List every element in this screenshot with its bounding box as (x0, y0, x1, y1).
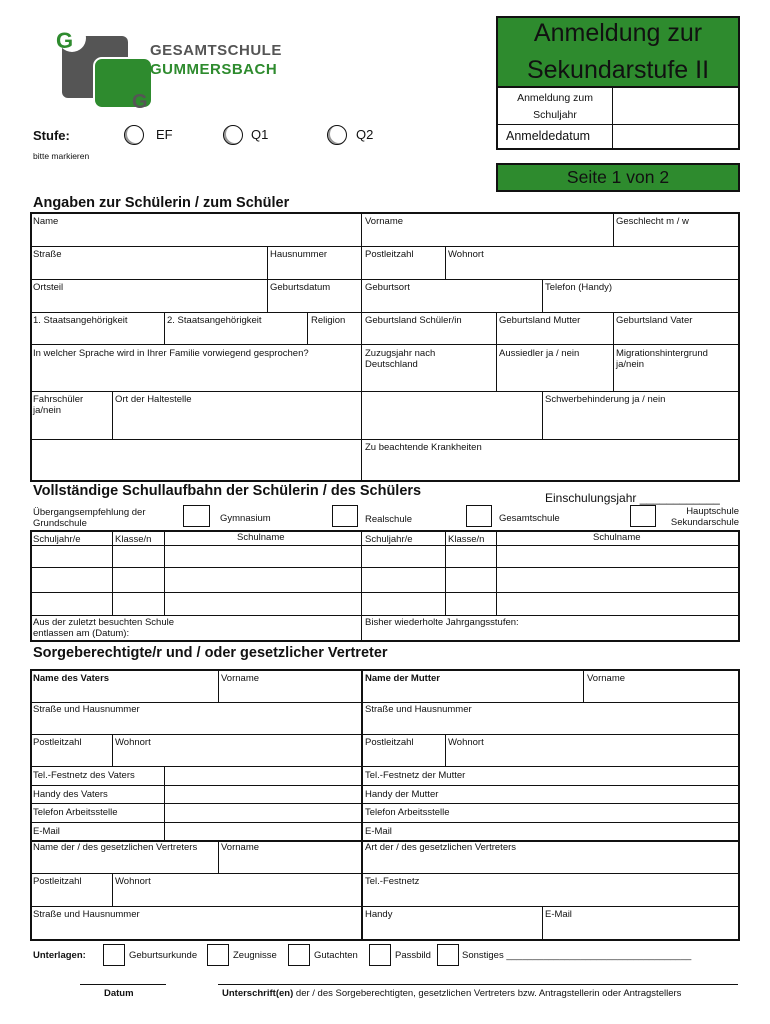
father-street-field[interactable]: Straße und Hausnummer (33, 704, 140, 715)
student-first-name-field[interactable]: Vorname (365, 216, 404, 227)
gesamtschule-checkbox[interactable] (466, 505, 492, 527)
birth-certificate-label: Geburtsurkunde (129, 950, 198, 961)
student-nationality2-field[interactable]: 2. Staatsangehörigkeit (167, 315, 262, 326)
father-birth-country-field[interactable]: Geburtsland Vater (616, 315, 693, 326)
repeated-grades-field[interactable]: Bisher wiederholte Jahrgangsstufen: (365, 617, 519, 628)
svg-text:G: G (56, 28, 74, 53)
resettler-field[interactable]: Aussiedler ja / nein (499, 348, 580, 359)
stage-q1-radio[interactable] (223, 125, 243, 145)
student-birth-date-field[interactable]: Geburtsdatum (270, 282, 331, 293)
mother-birth-country-field[interactable]: Geburtsland Mutter (499, 315, 581, 326)
bus-stop-field[interactable]: Ort der Haltestelle (115, 394, 192, 405)
title-line1: Anmeldung zur (533, 19, 703, 47)
school-logo (50, 24, 160, 112)
father-first-name-field[interactable]: Vorname (221, 673, 260, 684)
father-name-field[interactable]: Name des Vaters (33, 673, 110, 684)
stage-q1-label: Q1 (251, 127, 269, 142)
student-nationality1-field[interactable]: 1. Staatsangehörigkeit (33, 315, 128, 326)
stage-q2-radio[interactable] (327, 125, 347, 145)
representative-mobile-field[interactable]: Handy (365, 909, 393, 920)
school-name-line1: GESAMTSCHULE (150, 42, 282, 59)
date-label: Datum (104, 988, 134, 999)
registration-date-input[interactable] (614, 126, 738, 148)
other-documents-label: Sonstiges ___________________________________ (462, 950, 692, 961)
certificates-label: Zeugnisse (233, 950, 277, 961)
right-school-year-header: Schuljahr/e (365, 534, 413, 545)
stage-ef-radio[interactable] (124, 125, 144, 145)
stage-q2-label: Q2 (356, 127, 374, 142)
other-documents-checkbox[interactable] (437, 944, 459, 966)
mother-mobile-field[interactable]: Handy der Mutter (365, 789, 439, 800)
arrival-year-field[interactable]: Zuzugsjahr nach Deutschland (365, 348, 436, 370)
documents-label: Unterlagen: (33, 950, 86, 961)
career-section-heading: Vollständige Schullaufbahn der Schülerin / des Schülers (33, 483, 422, 499)
family-language-field[interactable]: In welcher Sprache wird in Ihrer Familie vorwiegend gesprochen? (33, 348, 309, 359)
svg-text:G: G (132, 91, 148, 112)
representative-email-field[interactable]: E-Mail (545, 909, 572, 920)
enrollment-year-field[interactable]: Einschulungsjahr ____________ (545, 491, 720, 505)
mother-first-name-field[interactable]: Vorname (587, 673, 626, 684)
representative-city-field[interactable]: Wohnort (115, 876, 151, 887)
father-mobile-field[interactable]: Handy des Vaters (33, 789, 108, 800)
left-school-date-field[interactable]: Aus der zuletzt besuchten Schule entlassen am (Datum): (33, 617, 175, 639)
expert-report-checkbox[interactable] (288, 944, 310, 966)
father-city-field[interactable]: Wohnort (115, 737, 151, 748)
father-postcode-field[interactable]: Postleitzahl (33, 737, 82, 748)
logo-graphic (50, 24, 160, 112)
student-city-field[interactable]: Wohnort (448, 249, 484, 260)
certificates-checkbox[interactable] (207, 944, 229, 966)
hauptschule-checkbox[interactable] (630, 505, 656, 527)
student-phone-field[interactable]: Telefon (Handy) (545, 282, 613, 293)
page-indicator-label: Seite 1 von 2 (566, 167, 670, 187)
registration-year-label: Anmeldung zum Schuljahr (517, 92, 593, 121)
father-email-field[interactable]: E-Mail (33, 826, 60, 837)
father-work-phone-field[interactable]: Telefon Arbeitsstelle (33, 807, 118, 818)
passport-photo-label: Passbild (395, 950, 431, 961)
disability-field[interactable]: Schwerbehinderung ja / nein (545, 394, 666, 405)
father-landline-field[interactable]: Tel.-Festnetz des Vaters (33, 770, 135, 781)
illnesses-field[interactable]: Zu beachtende Krankheiten (365, 442, 482, 453)
student-birth-place-field[interactable]: Geburtsort (365, 282, 410, 293)
representative-first-name-field[interactable]: Vorname (221, 842, 260, 853)
gesamtschule-label: Gesamtschule (499, 513, 560, 524)
student-section-heading: Angaben zur Schülerin / zum Schüler (33, 195, 290, 211)
student-birth-country-field[interactable]: Geburtsland Schüler/in (365, 315, 462, 326)
student-gender-field[interactable]: Geschlecht m / w (616, 216, 689, 227)
birth-certificate-checkbox[interactable] (103, 944, 125, 966)
stage-ef-label: EF (156, 127, 173, 142)
date-line[interactable] (80, 984, 166, 985)
mother-street-field[interactable]: Straße und Hausnummer (365, 704, 472, 715)
mother-postcode-field[interactable]: Postleitzahl (365, 737, 414, 748)
student-house-number-field[interactable]: Hausnummer (270, 249, 328, 260)
mother-landline-field[interactable]: Tel.-Festnetz der Mutter (365, 770, 466, 781)
representative-landline-field[interactable]: Tel.-Festnetz (365, 876, 420, 887)
recommendation-label: Übergangsempfehlung der Grundschule (33, 507, 146, 529)
mother-city-field[interactable]: Wohnort (448, 737, 484, 748)
representative-street-field[interactable]: Straße und Hausnummer (33, 909, 140, 920)
school-name-line2: GUMMERSBACH (150, 61, 278, 78)
left-class-header: Klasse/n (115, 534, 152, 545)
right-school-name-header: Schulname (593, 532, 641, 543)
hauptschule-label: Hauptschule Sekundarschule (670, 506, 739, 528)
migration-background-field[interactable]: Migrationshintergrund ja/nein (616, 348, 708, 370)
realschule-checkbox[interactable] (332, 505, 358, 527)
commuter-field[interactable]: Fahrschüler ja/nein (33, 394, 84, 416)
mother-work-phone-field[interactable]: Telefon Arbeitsstelle (365, 807, 450, 818)
right-class-header: Klasse/n (448, 534, 485, 545)
gymnasium-checkbox[interactable] (183, 505, 210, 527)
mother-email-field[interactable]: E-Mail (365, 826, 392, 837)
title-line2: Sekundarstufe II (526, 56, 710, 84)
registration-year-input[interactable] (614, 89, 738, 123)
student-district-field[interactable]: Ortsteil (33, 282, 64, 293)
registration-date-label: Anmeldedatum (506, 129, 591, 143)
student-street-field[interactable]: Straße (33, 249, 62, 260)
stage-label: Stufe: (33, 128, 70, 143)
left-school-name-header: Schulname (237, 532, 285, 543)
representative-type-field[interactable]: Art der / des gesetzlichen Vertreters (365, 842, 517, 853)
passport-photo-checkbox[interactable] (369, 944, 391, 966)
realschule-label: Realschule (365, 514, 412, 525)
stage-hint: bitte markieren (33, 151, 90, 161)
signature-line[interactable] (218, 984, 738, 985)
student-religion-field[interactable]: Religion (311, 315, 346, 326)
left-school-year-header: Schuljahr/e (33, 534, 81, 545)
signature-label: Unterschrift(en) der / des Sorgeberechtigten, gesetzlichen Vertreters bzw. Antragstellerin oder Antragstellers (222, 988, 682, 999)
representative-postcode-field[interactable]: Postleitzahl (33, 876, 82, 887)
gymnasium-label: Gymnasium (220, 513, 271, 524)
student-name-field[interactable]: Name (33, 216, 59, 227)
mother-name-field[interactable]: Name der Mutter (365, 673, 440, 684)
student-postcode-field[interactable]: Postleitzahl (365, 249, 414, 260)
guardians-section-heading: Sorgeberechtigte/r und / oder gesetzlicher Vertreter (33, 645, 388, 661)
representative-name-field[interactable]: Name der / des gesetzlichen Vertreters (33, 842, 198, 853)
expert-report-label: Gutachten (314, 950, 358, 961)
